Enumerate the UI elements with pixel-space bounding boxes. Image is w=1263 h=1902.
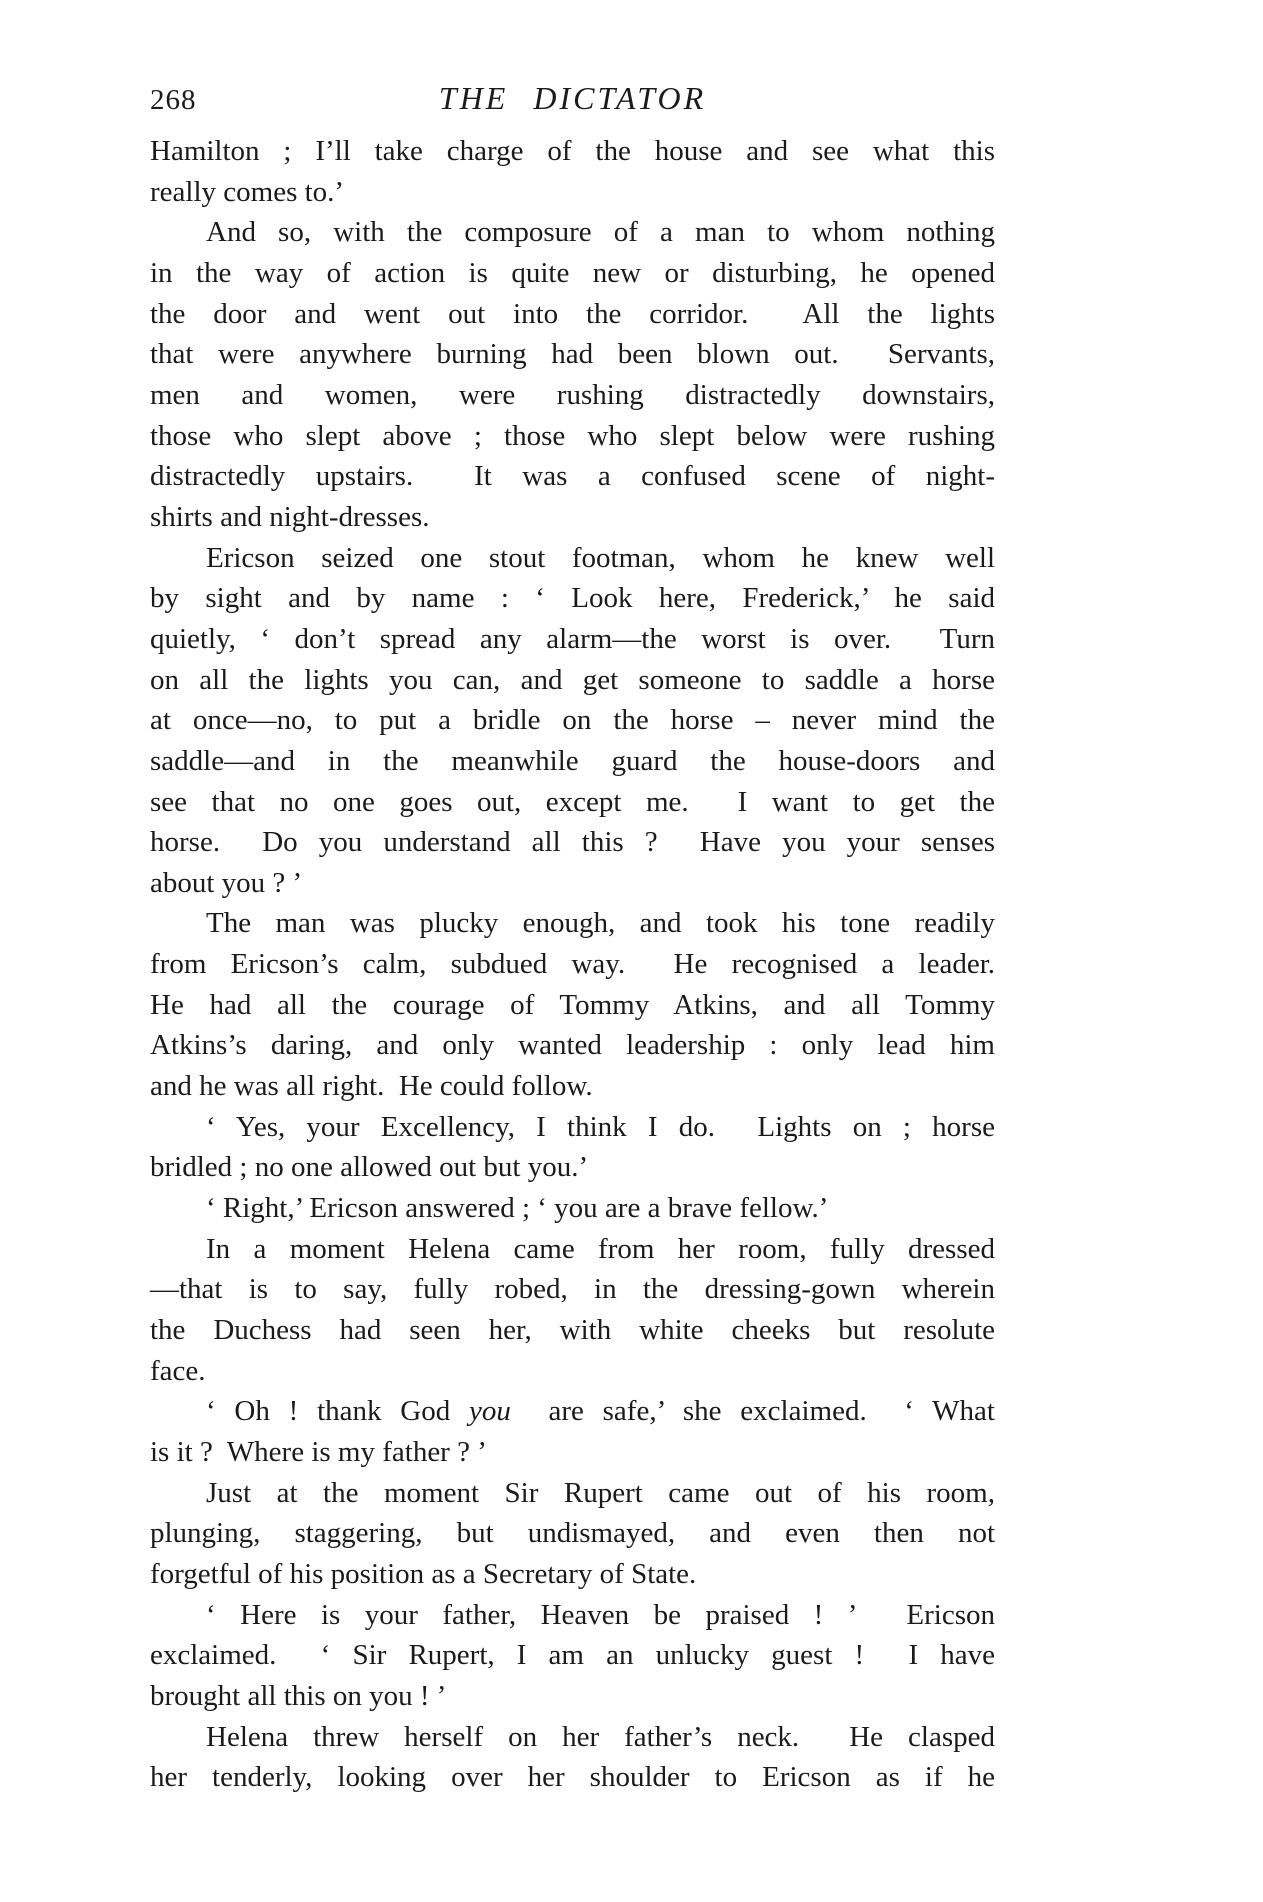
text-line xyxy=(150,1554,995,1595)
text-line xyxy=(150,822,995,863)
text-line xyxy=(150,334,995,375)
text-run: The man was plucky enough, and took his tone readily xyxy=(206,907,995,940)
text-run: at once—no, to put a bridle on the horse – never mind the xyxy=(150,704,995,737)
text-line xyxy=(150,1391,995,1432)
text-line xyxy=(150,1107,995,1148)
text-line xyxy=(150,1513,995,1554)
text-line xyxy=(150,782,995,823)
text-run: plunging, staggering, but undismayed, and even then not xyxy=(150,1517,995,1550)
text-line xyxy=(150,985,995,1026)
text-run: in the way of action is quite new or disturbing, he opened xyxy=(150,256,995,289)
text-line xyxy=(150,1351,995,1392)
text-run: men and women, were rushing distractedly downstairs, xyxy=(150,378,995,411)
text-line xyxy=(150,131,995,172)
text-run: shirts and night-dresses. xyxy=(150,500,430,533)
text-line xyxy=(150,741,995,782)
text-run: —that is to say, fully robed, in the dressing-gown wherein xyxy=(150,1273,995,1306)
text-line xyxy=(150,212,995,253)
text-run: those who slept above ; those who slept below were rushing xyxy=(150,419,995,452)
text-run: forgetful of his position as a Secretary of State. xyxy=(150,1557,697,1590)
page-header xyxy=(150,80,995,120)
text-line xyxy=(150,1066,995,1107)
text-run: bridled ; no one allowed out but you.’ xyxy=(150,1151,589,1184)
text-line xyxy=(150,578,995,619)
text-run: ‘ Here is your father, Heaven be praised ! ’ Ericson xyxy=(206,1598,995,1631)
text-line xyxy=(150,497,995,538)
text-line xyxy=(150,944,995,985)
text-run: quietly, ‘ don’t spread any alarm—the worst is over. Turn xyxy=(150,622,995,655)
text-run: In a moment Helena came from her room, fully dressed xyxy=(206,1232,995,1265)
text-line xyxy=(150,253,995,294)
text-run: ‘ Oh ! thank God xyxy=(206,1395,470,1428)
text-line xyxy=(150,294,995,335)
text-run: her tenderly, looking over her shoulder to Ericson as if he xyxy=(150,1761,995,1794)
text-run: Atkins’s daring, and only wanted leadership : only lead him xyxy=(150,1029,995,1062)
text-run: that were anywhere burning had been blown out. Servants, xyxy=(150,338,995,371)
text-line xyxy=(150,1310,995,1351)
running-title: THE DICTATOR xyxy=(438,80,707,116)
body-text xyxy=(150,131,995,1798)
text-run: the Duchess had seen her, with white cheeks but resolute xyxy=(150,1314,995,1347)
text-run: and he was all right. He could follow. xyxy=(150,1070,593,1103)
text-run: horse. Do you understand all this ? Have you your senses xyxy=(150,826,995,859)
text-run: Hamilton ; I’ll take charge of the house and see what this xyxy=(150,135,995,167)
page-number: 268 xyxy=(150,84,197,116)
text-line xyxy=(150,538,995,579)
text-run: brought all this on you ! ’ xyxy=(150,1679,447,1712)
text-line xyxy=(150,375,995,416)
text-line xyxy=(150,1676,995,1717)
text-line xyxy=(150,456,995,497)
text-run: distractedly upstairs. It was a confused scene of night- xyxy=(150,460,995,493)
text-line xyxy=(150,1635,995,1676)
text-line xyxy=(150,863,995,904)
text-line xyxy=(150,1229,995,1270)
text-run: ‘ Yes, your Excellency, I think I do. Lights on ; horse xyxy=(206,1110,995,1143)
text-run: Helena threw herself on her father’s neck. He clasped xyxy=(206,1720,995,1753)
text-run: is it ? Where is my father ? ’ xyxy=(150,1436,487,1468)
text-run: you xyxy=(469,1395,511,1428)
text-line xyxy=(150,1757,995,1798)
text-run: ‘ Right,’ Ericson answered ; ‘ you are a brave fellow.’ xyxy=(206,1192,829,1225)
text-run: about you ? ’ xyxy=(150,866,303,899)
text-line xyxy=(150,1717,995,1758)
text-line xyxy=(150,416,995,457)
text-run: from Ericson’s calm, subdued way. He recognised a leader. xyxy=(150,948,995,981)
text-run: face. xyxy=(150,1354,206,1387)
text-run: on all the lights you can, and get someone to saddle a horse xyxy=(150,663,995,696)
text-line xyxy=(150,619,995,660)
text-line xyxy=(150,1025,995,1066)
text-run: saddle—and in the meanwhile guard the house-doors and xyxy=(150,744,995,777)
text-line xyxy=(150,1432,995,1473)
text-line xyxy=(150,1595,995,1636)
text-run: by sight and by name : ‘ Look here, Frederick,’ he said xyxy=(150,582,995,615)
text-run: And so, with the composure of a man to whom nothing xyxy=(206,216,995,249)
text-line xyxy=(150,172,995,213)
text-line xyxy=(150,1188,995,1229)
text-line xyxy=(150,1473,995,1514)
text-run: are safe,’ she exclaimed. ‘ What xyxy=(510,1395,995,1428)
text-run: see that no one goes out, except me. I want to get the xyxy=(150,785,995,818)
text-run: exclaimed. ‘ Sir Rupert, I am an unlucky guest ! I have xyxy=(150,1639,995,1672)
text-run: Ericson seized one stout footman, whom he knew well xyxy=(206,541,995,574)
text-line xyxy=(150,660,995,701)
text-run: really comes to.’ xyxy=(150,175,345,208)
text-line xyxy=(150,1269,995,1310)
text-line xyxy=(150,700,995,741)
text-run: the door and went out into the corridor. All the lights xyxy=(150,297,995,330)
text-line xyxy=(150,903,995,944)
text-line xyxy=(150,1147,995,1188)
text-run: He had all the courage of Tommy Atkins, and all Tommy xyxy=(150,988,995,1021)
text-run: Just at the moment Sir Rupert came out of his room, xyxy=(206,1476,995,1509)
